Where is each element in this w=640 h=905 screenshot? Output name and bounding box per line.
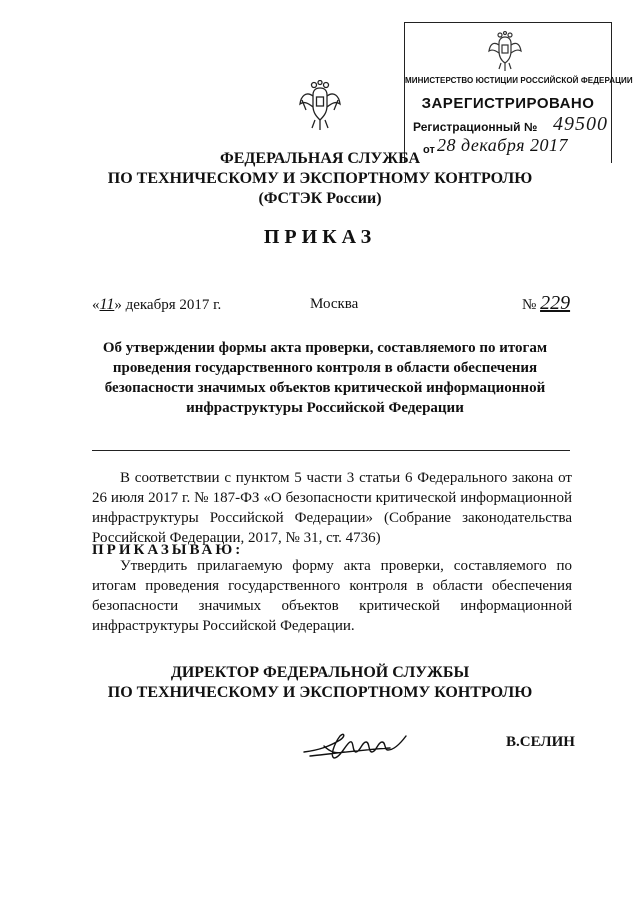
handwritten-signature [300, 722, 418, 766]
director-title: ДИРЕКТОР ФЕДЕРАЛЬНОЙ СЛУЖБЫ [170, 664, 470, 681]
signer-name: В.СЕЛИН [506, 734, 575, 750]
stamp-emblem-icon [487, 31, 523, 73]
agency-name: ФЕДЕРАЛЬНАЯ СЛУЖБА [220, 150, 420, 167]
stamp-date-label: от [423, 144, 435, 156]
registration-stamp [404, 22, 633, 163]
director-title-line2: ПО ТЕХНИЧЕСКОМУ И ЭКСПОРТНОМУ КОНТРОЛЮ [107, 684, 533, 701]
order-date [92, 296, 221, 314]
order-subject: Об утверждении формы акта проверки, составляемого по итогам проведения государственного контроля в области обеспечения безопасности значимых объектов критической информационной инфраструктуры Российской Федерации [102, 340, 548, 416]
order-city: Москва [310, 296, 359, 312]
stamp-registered: ЗАРЕГИСТРИРОВАНО [421, 95, 595, 112]
stamp-ministry: МИНИСТЕРСТВО ЮСТИЦИИ РОССИЙСКОЙ ФЕДЕРАЦИИ [405, 76, 633, 85]
eagle-emblem-icon [298, 80, 342, 132]
agency-abbreviation: (ФСТЭК России) [258, 190, 382, 207]
stamp-reg-number: 49500 [553, 113, 608, 135]
stamp-date-value: 28 декабря 2017 [437, 135, 568, 155]
subject-divider [92, 450, 570, 451]
date-quote-open: « [92, 297, 100, 313]
order-number-value: 229 [540, 292, 571, 314]
date-day: 11 [99, 296, 115, 313]
order-number-label: № [522, 297, 537, 313]
body-paragraph-1: В соответствии с пунктом 5 части 3 статьи 6 Федерального закона от 26 июля 2017 г. № 187-ФЗ «О безопасности критической информационной инфраструктуры Российской Федерации» (Собрание законодательства Российской Федерации, 2017, № 31, ст. 4736) [92, 470, 572, 546]
stamp-reg-label: Регистрационный № [413, 120, 538, 134]
order-number [522, 292, 570, 315]
date-rest: » декабря 2017 г. [114, 297, 222, 313]
body-paragraph-2: Утвердить прилагаемую форму акта проверки, составляемого по итогам проведения государственного контроля в области обеспечения безопасности значимых объектов критической информационной инфраструктуры Российской Федерации. [92, 558, 572, 634]
order-title: ПРИКАЗ [263, 226, 377, 248]
agency-name-line2: ПО ТЕХНИЧЕСКОМУ И ЭКСПОРТНОМУ КОНТРОЛЮ [107, 170, 533, 187]
order-directive: ПРИКАЗЫВАЮ: [92, 542, 244, 558]
